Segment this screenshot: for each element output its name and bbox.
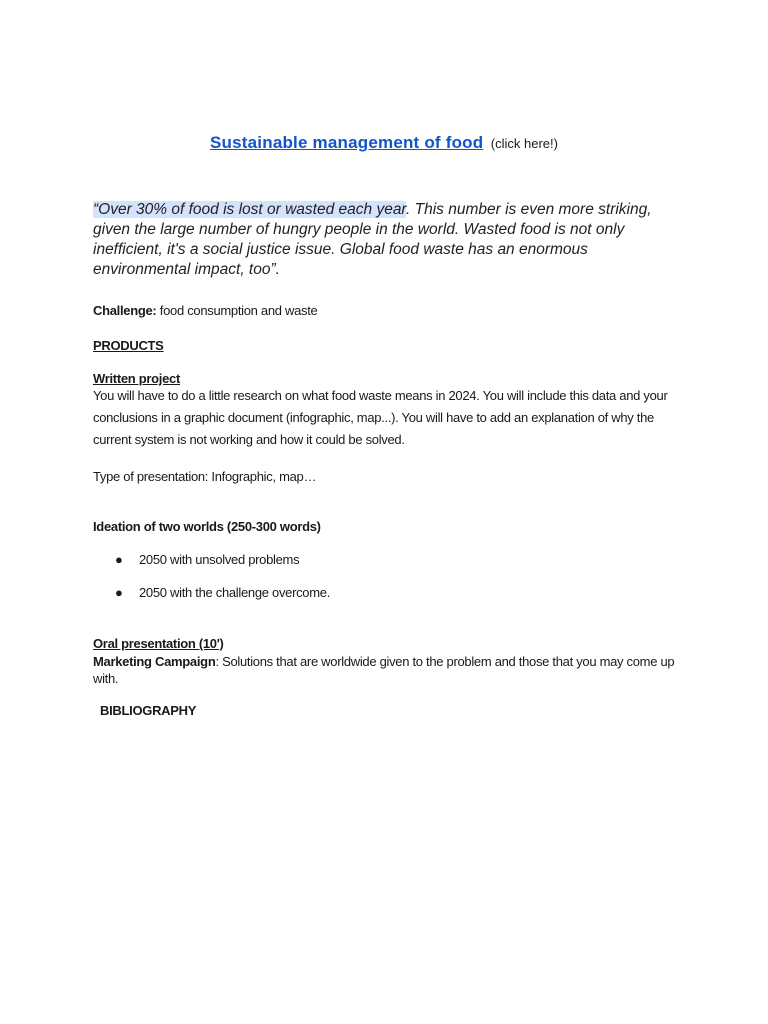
marketing-text: : Solutions that are worldwide given to the problem and those that you may come up with. [93, 654, 675, 686]
oral-presentation-title: Oral presentation (10') [93, 636, 224, 651]
title-link[interactable]: Sustainable management of food [210, 133, 484, 152]
bibliography-heading: BIBLIOGRAPHY [100, 703, 197, 718]
marketing-label: Marketing Campaign [93, 654, 216, 669]
list-item-text: 2050 with the challenge overcome. [139, 585, 331, 600]
ideation-title: Ideation of two worlds (250-300 words) [93, 519, 321, 534]
quote-highlight: “Over 30% of food is lost or wasted each year [93, 201, 407, 218]
quote-rest: . This number is even more striking, given the large number of hungry people in the world. Wasted food is not only inefficient, it's a social justice issue. Global food waste has an enormous environmental impact, too”. [93, 201, 652, 278]
marketing-campaign [93, 653, 683, 687]
written-project-title: Written project [93, 371, 180, 386]
list-item-text: 2050 with unsolved problems [139, 552, 300, 567]
challenge-line [93, 303, 683, 318]
title-note: (click here!) [490, 136, 558, 151]
presentation-type: Type of presentation: Infographic, map… [93, 469, 317, 484]
challenge-label: Challenge: [93, 303, 157, 318]
written-project-body: You will have to do a little research on what food waste means in 2024. You will include this data and your conclusions in a graphic document (infographic, map...). You will have to add an explanation of why the current system is not working and how it could be solved. [93, 388, 668, 447]
products-heading: PRODUCTS [93, 338, 164, 353]
document-title [0, 133, 768, 153]
bullet-icon: ● [115, 552, 123, 567]
challenge-text: food consumption and waste [156, 303, 318, 318]
bullet-icon: ● [115, 585, 123, 600]
list-item [115, 552, 299, 567]
list-item [115, 585, 330, 600]
intro-quote [93, 200, 683, 280]
